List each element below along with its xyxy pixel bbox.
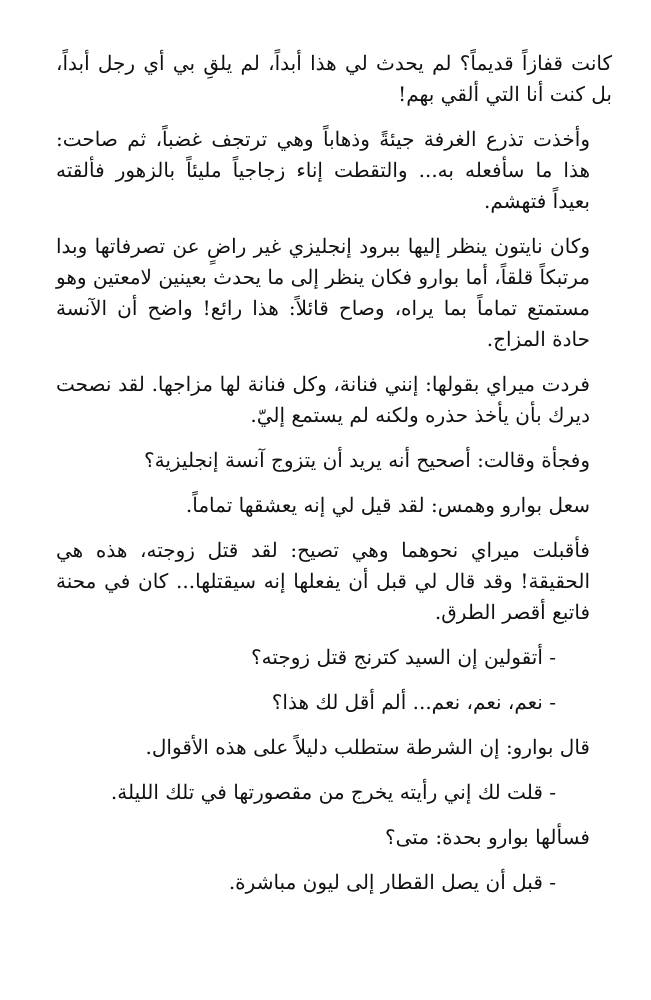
dialogue-line-2: - نعم، نعم، نعم... ألم أقل لك هذا؟ bbox=[271, 690, 556, 714]
paragraph-8: قال بوارو: إن الشرطة ستطلب دليلاً على هذه الأقوال. bbox=[145, 735, 590, 759]
dialogue-line-3: - قلت لك إني رأيته يخرج من مقصورتها في تلك الليلة. bbox=[110, 780, 556, 804]
dialogue-line-4: - قبل أن يصل القطار إلى ليون مباشرة. bbox=[228, 870, 556, 894]
paragraph-5: وفجأة وقالت: أصحيح أنه يريد أن يتزوج آنسة إنجليزية؟ bbox=[143, 448, 590, 472]
book-page bbox=[56, 48, 612, 912]
paragraph-2: وأخذت تذرع الغرفة جيئةً وذهاباً وهي ترتجف غضباً، ثم صاحت: هذا ما سأفعله به... والتقطت إناء زجاجياً مليئاً بالزهور فألقته بعيداً فتهشم. bbox=[56, 127, 590, 213]
dialogue-line-1: - أتقولين إن السيد كترنج قتل زوجته؟ bbox=[251, 645, 556, 669]
paragraph-3: وكان نايتون ينظر إليها ببرود إنجليزي غير راضٍ عن تصرفاتها وبدا مرتبكاً قلقاً، أما بوارو فكان ينظر إلى ما يحدث بعينين لامعتين وهو مستمتع تماماً بما يراه، وصاح قائلاً: هذا رائع! واضح أن الآنسة حادة المزاج. bbox=[56, 234, 590, 351]
paragraph-6: سعل بوارو وهمس: لقد قيل لي إنه يعشقها تماماً. bbox=[185, 493, 590, 517]
paragraph-7: فأقبلت ميراي نحوهما وهي تصيح: لقد قتل زوجته، هذه هي الحقيقة! وقد قال لي قبل أن يفعلها إنه سيقتلها... كان في محنة فاتبع أقصر الطرق. bbox=[56, 538, 590, 624]
paragraph-1: كانت قفازاً قديماً؟ لم يحدث لي هذا أبداً، لم يلقِ بي أي رجل أبداً، بل كنت أنا التي ألقي بهم! bbox=[56, 51, 612, 106]
paragraph-4: فردت ميراي بقولها: إنني فنانة، وكل فنانة لها مزاجها. لقد نصحت ديرك بأن يأخذ حذره ولكنه لم يستمع إليّ. bbox=[56, 372, 590, 427]
paragraph-9: فسألها بوارو بحدة: متى؟ bbox=[385, 825, 590, 849]
